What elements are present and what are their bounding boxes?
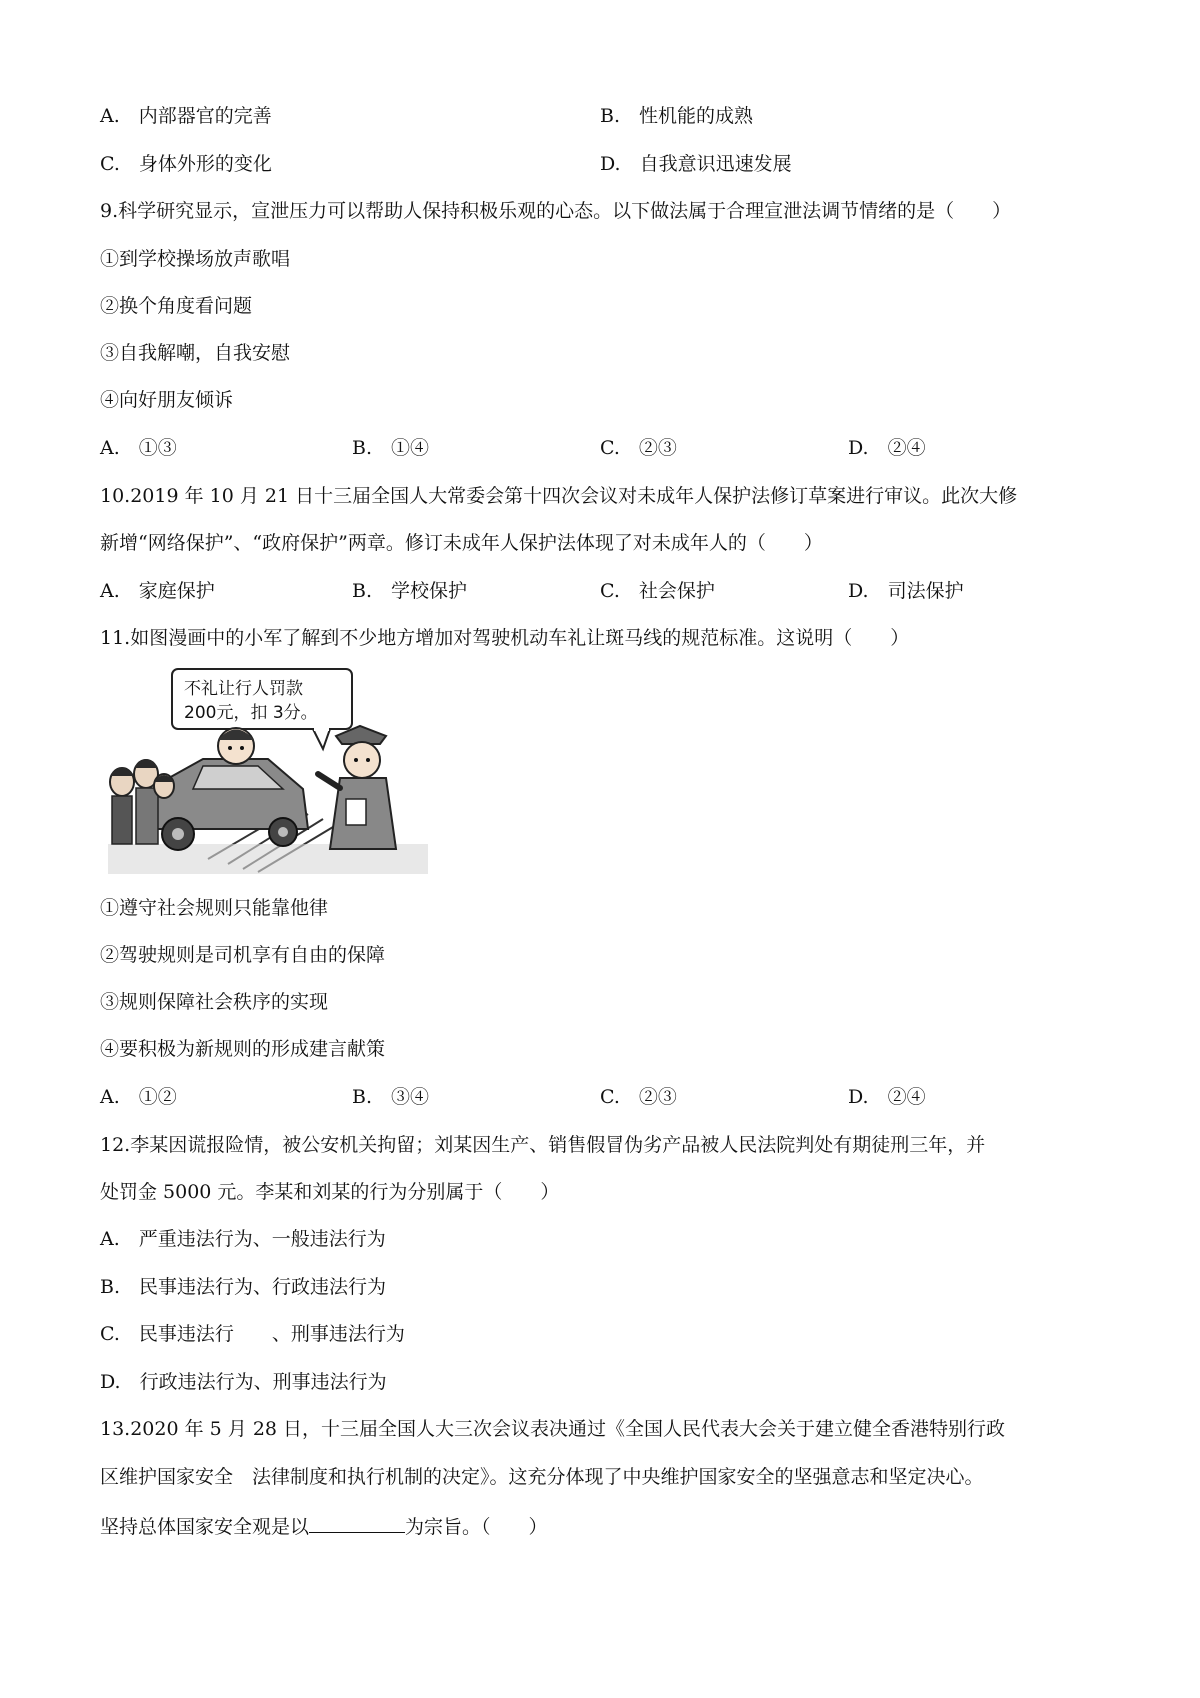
q11-stem: 11.如图漫画中的小军了解到不少地方增加对驾驶机动车礼让斑马线的规范标准。这说明（ ） — [100, 627, 910, 649]
q10-stem-line2: 新增“网络保护”、“政府保护”两章。修订未成年人保护法体现了对未成年人的（ ） — [100, 532, 823, 554]
q13-stem-line2: 区维护国家安全 法律制度和执行机制的决定》。这充分体现了中央维护国家安全的坚强意志和坚定决心。 — [100, 1466, 984, 1488]
q9-option-d: D. ②④ — [848, 437, 926, 459]
q12-stem-line1: 12.李某因谎报险情，被公安机关拘留；刘某因生产、销售假冒伪劣产品被人民法院判处有期徒刑三年，并 — [100, 1134, 986, 1156]
q13-answer-blank — [309, 1512, 405, 1533]
q9-item-4: ④向好朋友倾诉 — [100, 389, 234, 411]
q9-item-3: ③自我解嘲，自我安慰 — [100, 342, 291, 364]
speech-bubble-tail — [313, 729, 330, 749]
driver-figure — [218, 728, 254, 764]
q10-option-b: B. 学校保护 — [352, 580, 468, 602]
q13-stem-line3 — [100, 1512, 548, 1539]
q9-option-a: A. ①③ — [100, 437, 177, 459]
q13-stem-before-blank: 坚持总体国家安全观是以 — [100, 1516, 310, 1538]
speech-bubble-text-line1: 不礼让行人罚款 — [184, 679, 303, 699]
q11-option-a: A. ①② — [100, 1086, 177, 1108]
q11-item-4: ④要积极为新规则的形成建言献策 — [100, 1038, 386, 1060]
q9-item-1: ①到学校操场放声歌唱 — [100, 248, 291, 270]
q10-stem-line1: 10.2019 年 10 月 21 日十三届全国人大常委会第十四次会议对未成年人保护法修订草案进行审议。此次大修 — [100, 485, 1018, 507]
q12-stem-line2: 处罚金 5000 元。李某和刘某的行为分别属于（ ） — [100, 1181, 560, 1203]
q13-stem-line1: 13.2020 年 5 月 28 日，十三届全国人大三次会议表决通过《全国人民代表大会关于建立健全香港特别行政 — [100, 1418, 1006, 1440]
q12-option-b: B. 民事违法行为、行政违法行为 — [100, 1276, 387, 1298]
q8-option-b: B. 性机能的成熟 — [600, 105, 754, 127]
q11-option-d: D. ②④ — [848, 1086, 926, 1108]
q12-option-a: A. 严重违法行为、一般违法行为 — [100, 1228, 386, 1250]
traffic-police-figure — [318, 726, 396, 849]
q11-item-2: ②驾驶规则是司机享有自由的保障 — [100, 944, 386, 966]
q9-item-2: ②换个角度看问题 — [100, 295, 253, 317]
car-illustration — [148, 759, 308, 850]
q10-option-d: D. 司法保护 — [848, 580, 964, 602]
q8-option-a: A. 内部器官的完善 — [100, 105, 272, 127]
q12-option-d: D. 行政违法行为、刑事违法行为 — [100, 1371, 387, 1393]
q10-option-c: C. 社会保护 — [600, 580, 715, 602]
q9-option-b: B. ①④ — [352, 437, 430, 459]
q11-item-3: ③规则保障社会秩序的实现 — [100, 991, 329, 1013]
q8-option-d: D. 自我意识迅速发展 — [600, 153, 792, 175]
q11-item-1: ①遵守社会规则只能靠他律 — [100, 897, 329, 919]
q9-option-c: C. ②③ — [600, 437, 677, 459]
q11-option-c: C. ②③ — [600, 1086, 677, 1108]
q13-stem-after-blank: 为宗旨。（ ） — [405, 1516, 548, 1538]
q9-stem: 9.科学研究显示，宣泄压力可以帮助人保持积极乐观的心态。以下做法属于合理宣泄法调节情绪的是（ ） — [100, 200, 1012, 222]
q10-option-a: A. 家庭保护 — [100, 580, 215, 602]
q12-option-c: C. 民事违法行 、刑事违法行为 — [100, 1323, 405, 1345]
q11-option-b: B. ③④ — [352, 1086, 430, 1108]
speech-bubble-text-line2: 200元，扣 3分。 — [184, 703, 318, 723]
traffic-comic-illustration — [108, 664, 428, 874]
q8-option-c: C. 身体外形的变化 — [100, 153, 272, 175]
